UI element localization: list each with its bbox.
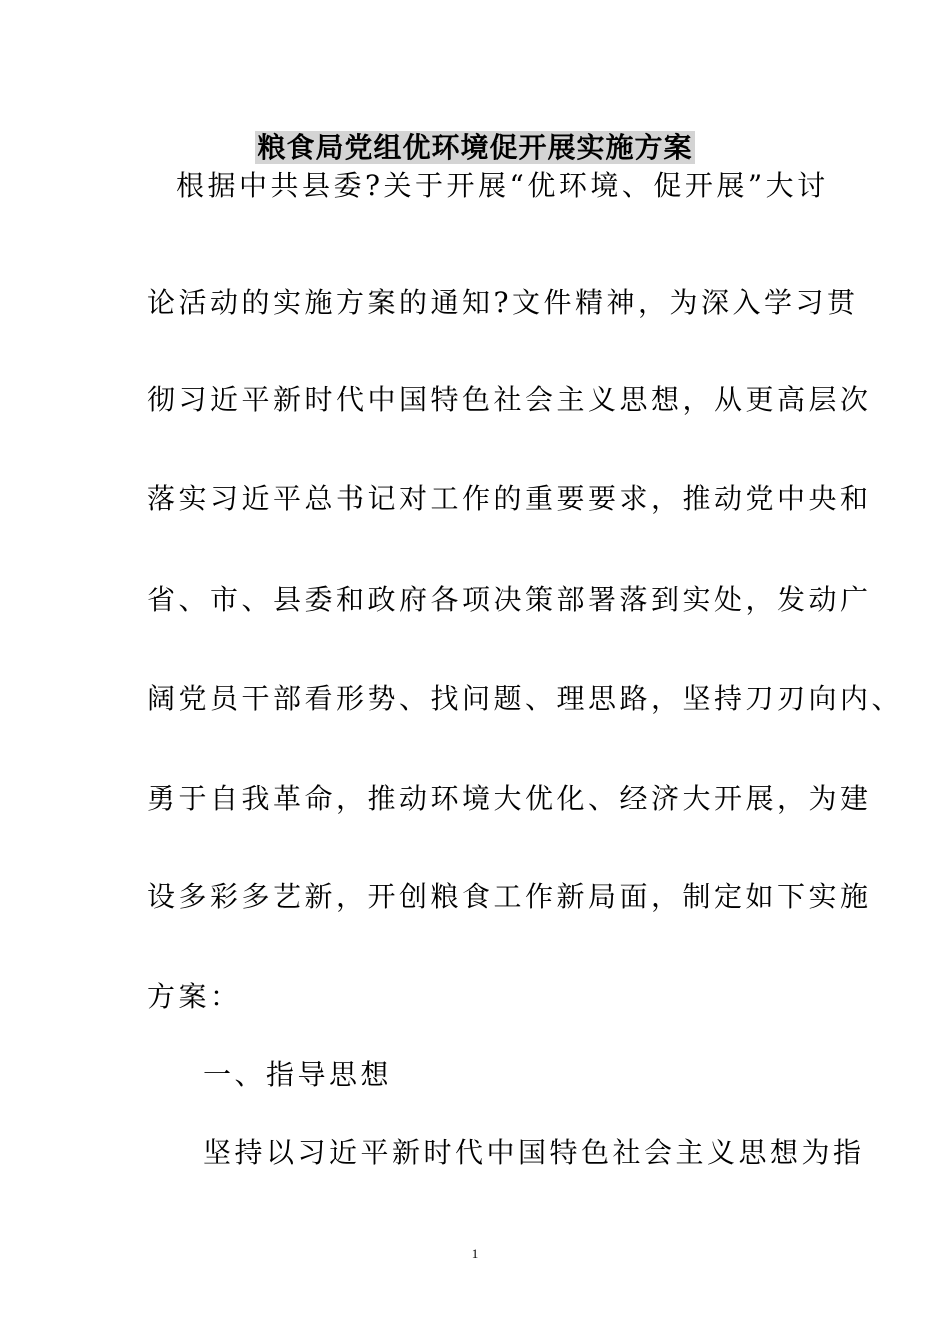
document-title	[0, 128, 950, 168]
body-line-7: 勇于自我革命，推动环境大优化、经济大开展，为建	[147, 782, 872, 815]
body-line-3: 彻习近平新时代中国特色社会主义思想，从更高层次	[147, 383, 872, 416]
body-line-8: 设多彩多艺新，开创粮食工作新局面，制定如下实施	[147, 880, 872, 913]
page-number: 1	[471, 1246, 479, 1261]
body-line-9: 方案：	[147, 980, 242, 1013]
section-body-line-1: 坚持以习近平新时代中国特色社会主义思想为指	[203, 1136, 865, 1169]
section-heading: 一、指导思想	[203, 1058, 393, 1091]
body-line-5: 省、市、县委和政府各项决策部署落到实处，发动广	[147, 583, 872, 616]
document-title-text: 粮食局党组优环境促开展实施方案	[257, 131, 693, 164]
body-line-4: 落实习近平总书记对工作的重要要求，推动党中央和	[147, 482, 872, 515]
body-line-6: 阔党员干部看形势、找问题、理思路，坚持刀刃向内、	[147, 682, 904, 715]
body-line-2: 论活动的实施方案的通知?文件精神，为深入学习贯	[147, 286, 859, 319]
body-line-1: 根据中共县委?关于开展“优环境、促开展”大讨	[176, 169, 829, 202]
